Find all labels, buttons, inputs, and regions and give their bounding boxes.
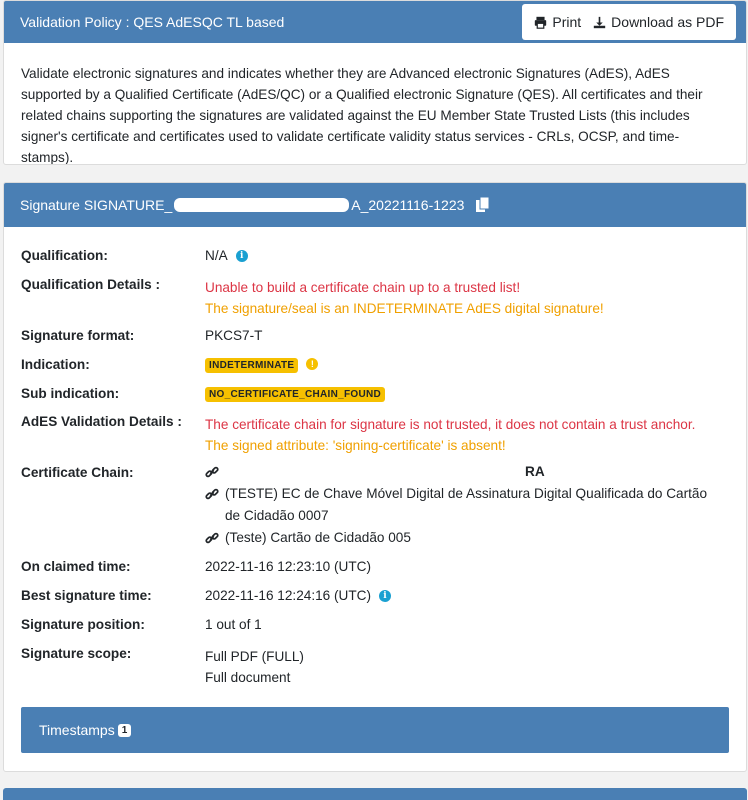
certificate-chain <box>205 461 725 549</box>
best-time-value: 2022-11-16 12:24:16 (UTC) <box>205 588 371 603</box>
signature-scope <box>205 646 304 688</box>
validation-policy-card <box>3 0 747 165</box>
qualification-details <box>205 277 604 319</box>
export-button-group <box>522 4 736 40</box>
validation-policy-title: Validation Policy : QES AdESQC TL based <box>20 14 285 30</box>
indication-label: Indication: <box>21 357 90 372</box>
signature-card <box>3 182 747 772</box>
download-pdf-button[interactable] <box>587 4 730 40</box>
claimed-time-label: On claimed time: <box>21 559 131 574</box>
qualification-value: N/A <box>205 248 228 263</box>
ades-details-label: AdES Validation Details : <box>21 414 182 429</box>
qualification-error: Unable to build a certificate chain up to a trusted list! <box>205 280 521 295</box>
next-card-header <box>3 788 747 800</box>
ades-details <box>205 414 695 456</box>
chain-item-label: (TESTE) EC de Chave Móvel Digital de Assinatura Digital Qualificada do Cartão de Cidadão 0007 <box>225 486 708 523</box>
signature-title-suffix: A_20221116-1223 <box>351 197 465 213</box>
warning-icon[interactable]: ! <box>306 358 318 370</box>
chain-item[interactable] <box>205 461 725 483</box>
sub-indication-value-row <box>205 385 385 402</box>
best-time-label: Best signature time: <box>21 588 152 603</box>
timestamps-count-badge: 1 <box>118 724 132 737</box>
validation-policy-header <box>4 1 746 43</box>
timestamps-section-header[interactable] <box>21 707 729 753</box>
signature-scope-item: Full PDF (FULL) <box>205 649 304 664</box>
chain-item-label: RA <box>525 464 545 479</box>
signature-title-prefix: Signature SIGNATURE_ <box>20 197 173 213</box>
ades-warning: The signed attribute: 'signing-certificate' is absent! <box>205 438 506 453</box>
print-label: Print <box>552 14 582 30</box>
print-button[interactable] <box>528 4 587 40</box>
info-icon[interactable]: i <box>379 590 391 602</box>
chain-item-label: (Teste) Cartão de Cidadão 005 <box>225 530 411 545</box>
validation-policy-description: Validate electronic signatures and indicates whether they are Advanced electronic Signatures (AdES), AdES supported by a Qualified Certificate (AdES/QC) or a Qualified electronic Signature (QES). All certificates and their related chains supporting the signatures are validated against the EU Member State Trusted Lists (this includes signer's certificate and certificates used to validate certificate validity status services - CRLs, OCSP, and time-stamps). <box>21 66 703 165</box>
sub-indication-badge: NO_CERTIFICATE_CHAIN_FOUND <box>205 387 385 402</box>
ades-error: The certificate chain for signature is not trusted, it does not contain a trust anchor. <box>205 417 696 432</box>
certificate-chain-label: Certificate Chain: <box>21 465 134 480</box>
timestamps-label: Timestamps <box>39 722 115 738</box>
signature-format-label: Signature format: <box>21 328 135 343</box>
info-icon[interactable]: i <box>236 250 248 262</box>
qualification-details-label: Qualification Details : <box>21 277 160 292</box>
sub-indication-label: Sub indication: <box>21 386 120 401</box>
link-icon <box>205 487 219 501</box>
chain-item[interactable] <box>205 527 725 549</box>
print-icon <box>534 16 547 29</box>
qualification-value-row <box>205 248 248 263</box>
signature-scope-label: Signature scope: <box>21 646 132 661</box>
copy-icon[interactable] <box>476 197 490 213</box>
download-pdf-label: Download as PDF <box>611 14 724 30</box>
redaction-mark <box>174 198 349 212</box>
signature-position-value: 1 out of 1 <box>205 617 262 632</box>
signature-format-value: PKCS7-T <box>205 328 263 343</box>
qualification-label: Qualification: <box>21 248 108 263</box>
chain-item[interactable] <box>205 483 725 527</box>
signature-position-label: Signature position: <box>21 617 145 632</box>
claimed-time-value: 2022-11-16 12:23:10 (UTC) <box>205 559 371 574</box>
signature-scope-item: Full document <box>205 670 291 685</box>
link-icon <box>205 465 219 479</box>
indication-value-row <box>205 356 318 373</box>
signature-header[interactable] <box>4 183 746 227</box>
best-time-value-row <box>205 588 391 603</box>
link-icon <box>205 531 219 545</box>
qualification-warning: The signature/seal is an INDETERMINATE AdES digital signature! <box>205 301 604 316</box>
indication-badge: INDETERMINATE <box>205 358 298 373</box>
download-icon <box>593 16 606 29</box>
